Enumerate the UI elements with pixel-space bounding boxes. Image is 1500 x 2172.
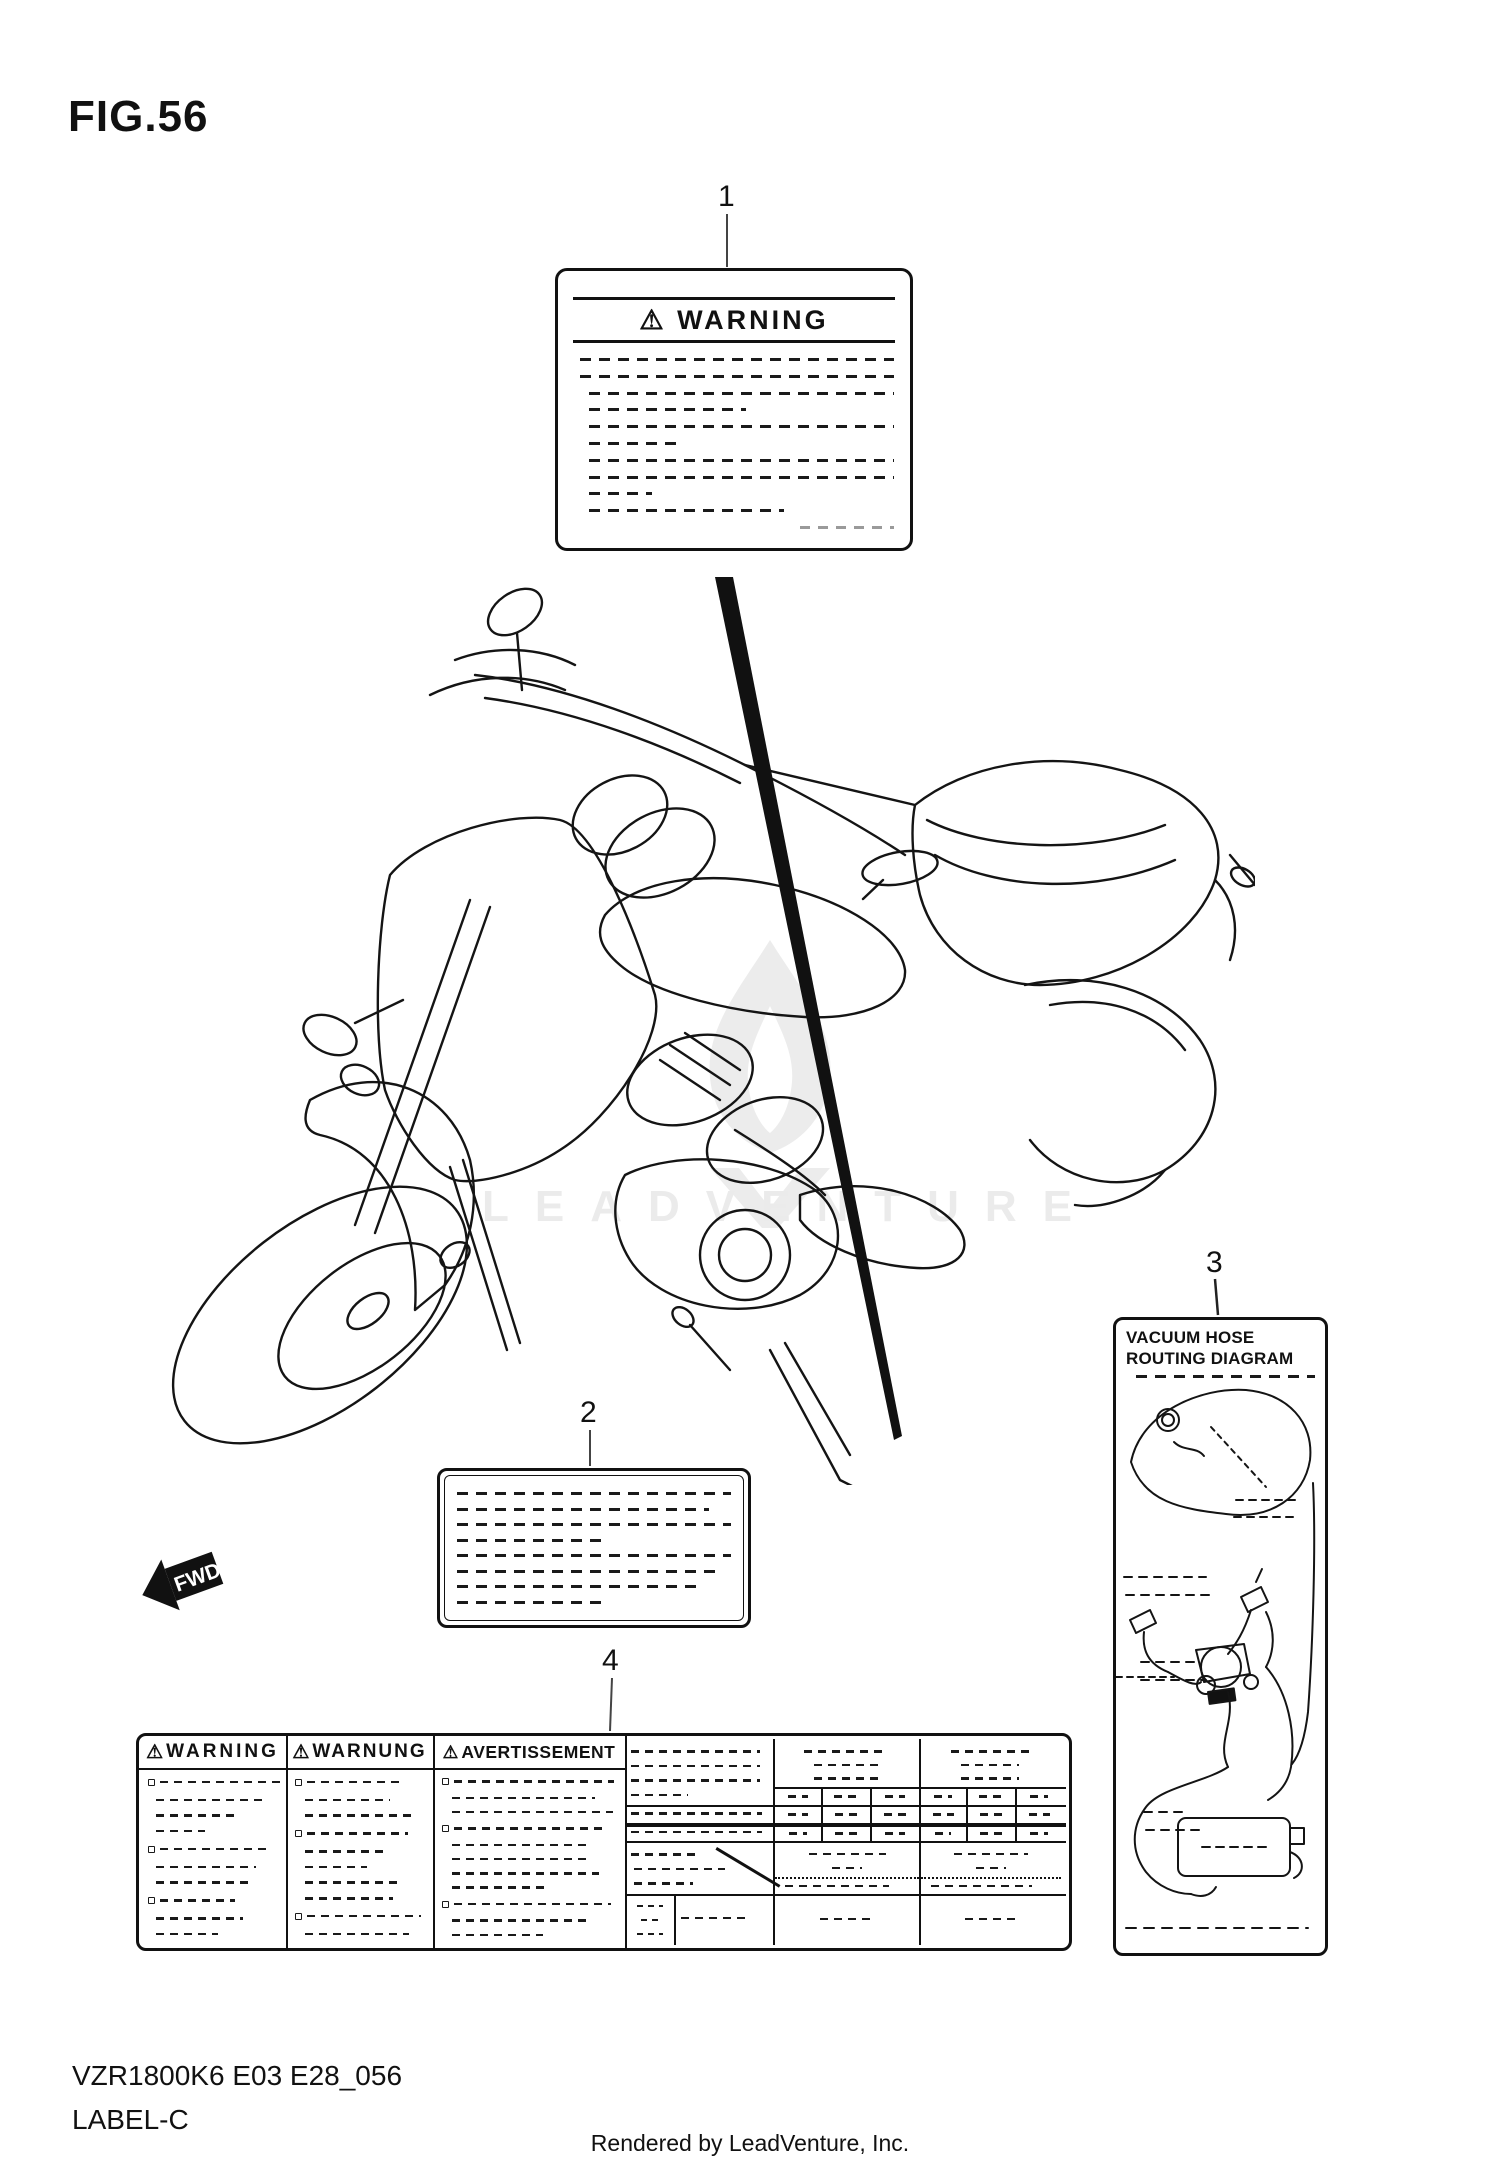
fwd-arrow — [138, 1533, 234, 1633]
label4-column-avertissement: ⚠ AVERTISSEMENT — [433, 1736, 627, 1948]
figure-label-code: LABEL-C — [72, 2104, 189, 2135]
callout-2: 2 — [580, 1396, 597, 1429]
multilanguage-label-4 — [136, 1733, 1072, 1951]
vacuum-hose-title-divider — [1136, 1374, 1315, 1378]
callout-4: 4 — [602, 1644, 619, 1677]
model-code: VZR1800K6 E03 E28_056 — [72, 2060, 403, 2091]
warning-label-1-header — [573, 297, 895, 343]
label4-column-warning: ⚠ WARNING — [139, 1736, 288, 1948]
page-title: FIG.56 — [68, 92, 209, 141]
fwd-arrow-text: FWD — [171, 1558, 224, 1597]
warning-triangle-icon: ⚠ — [639, 304, 667, 335]
warning-triangle-icon: ⚠ — [442, 1741, 459, 1762]
vacuum-diagram-drawing — [1116, 1382, 1322, 1948]
wedge-pointer — [715, 577, 902, 1440]
vacuum-hose-label-title: VACUUM HOSE ROUTING DIAGRAM — [1126, 1328, 1294, 1369]
handlebar-label-2-text-lines — [457, 1486, 731, 1610]
callout-3: 3 — [1206, 1246, 1223, 1279]
warning-label-1 — [555, 268, 913, 551]
handlebar-label-2-border — [444, 1475, 744, 1621]
watermark-text: LEADVENTURE — [482, 1182, 1099, 1231]
warning-label-1-text-lines — [580, 351, 894, 536]
handlebar-label-2 — [437, 1468, 751, 1628]
label4-tire-data-table — [625, 1739, 1066, 1945]
warning-triangle-icon: ⚠ — [146, 1741, 164, 1763]
rendered-by-credit: Rendered by LeadVenture, Inc. — [590, 2130, 910, 2156]
warning-label-1-title: WARNING — [677, 304, 829, 335]
callout-1: 1 — [718, 180, 735, 213]
vacuum-hose-label-3 — [1113, 1317, 1328, 1956]
warning-triangle-icon: ⚠ — [292, 1741, 310, 1763]
label4-column-warnung: ⚠ WARNUNG — [286, 1736, 435, 1948]
